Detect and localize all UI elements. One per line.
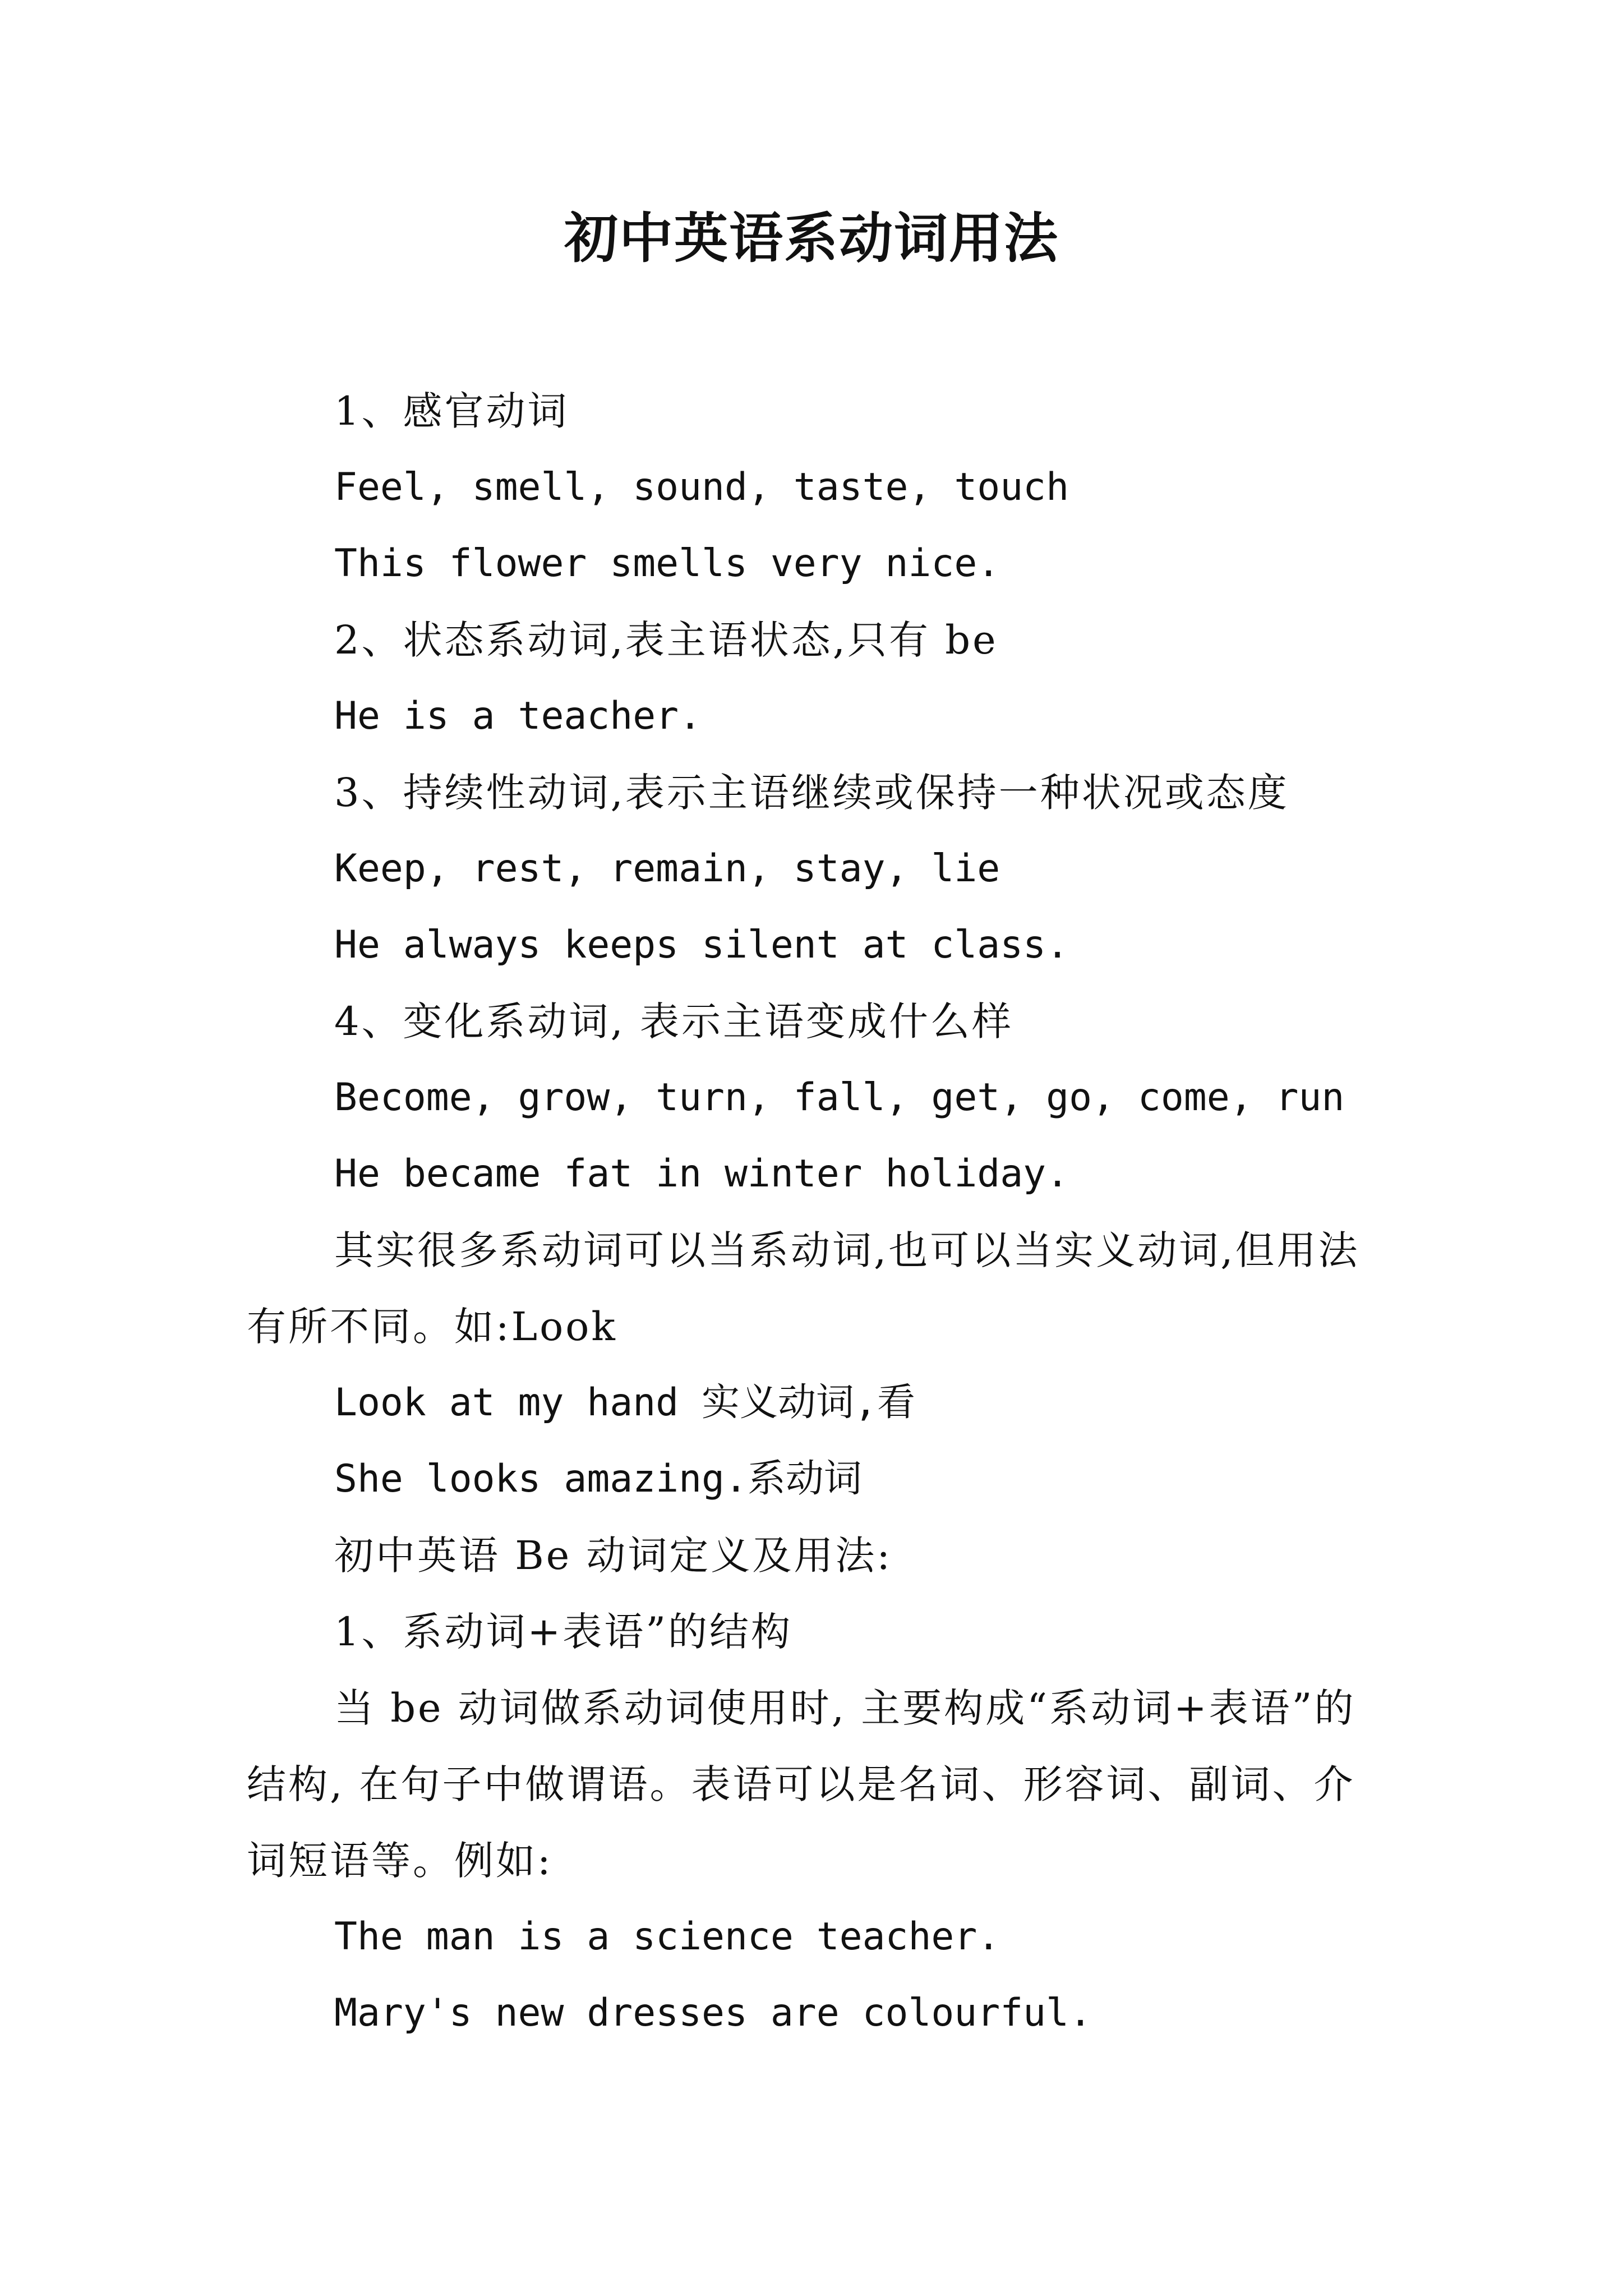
document-line: This flower smells very nice. [334, 541, 1000, 586]
document-line: Keep, rest, remain, stay, lie [334, 846, 1000, 891]
document-line: 2、状态系动词,表主语状态,只有 be [334, 617, 998, 663]
document-line: She looks amazing.系动词 [334, 1457, 862, 1501]
document-line: 1、感官动词 [334, 388, 569, 434]
document-line: 1、系动词+表语”的结构 [334, 1609, 792, 1655]
document-line: Feel, smell, sound, taste, touch [334, 465, 1069, 509]
document-line: 其实很多系动词可以当系动词,也可以当实义动词,但用法有所不同。如:Look [247, 1227, 1360, 1350]
document-line: 3、持续性动词,表示主语继续或保持一种状况或态度 [334, 770, 1289, 816]
document-line: The man is a science teacher. [334, 1915, 1000, 1959]
document-line: Look at my hand 实义动词,看 [334, 1381, 915, 1425]
document-line: Become, grow, turn, fall, get, go, come, run [334, 1075, 1345, 1120]
document-title: 初中英语系动词用法 [564, 206, 1059, 270]
document-line: 4、变化系动词, 表示主语变成什么样 [334, 999, 1014, 1045]
document-body [247, 373, 1391, 2051]
document-line: He became fat in winter holiday. [334, 1152, 1069, 1196]
document-line: Mary's new dresses are colourful. [334, 1991, 1092, 2035]
document-line: 初中英语 Be 动词定义及用法: [334, 1533, 892, 1579]
document-line: He always keeps silent at class. [334, 923, 1069, 967]
document-line: He is a teacher. [334, 694, 702, 738]
document-line: 当 be 动词做系动词使用时, 主要构成“系动词+表语”的结构, 在句子中做谓语。表语可以是名词、形容词、副词、介词短语等。例如: [247, 1685, 1356, 1884]
